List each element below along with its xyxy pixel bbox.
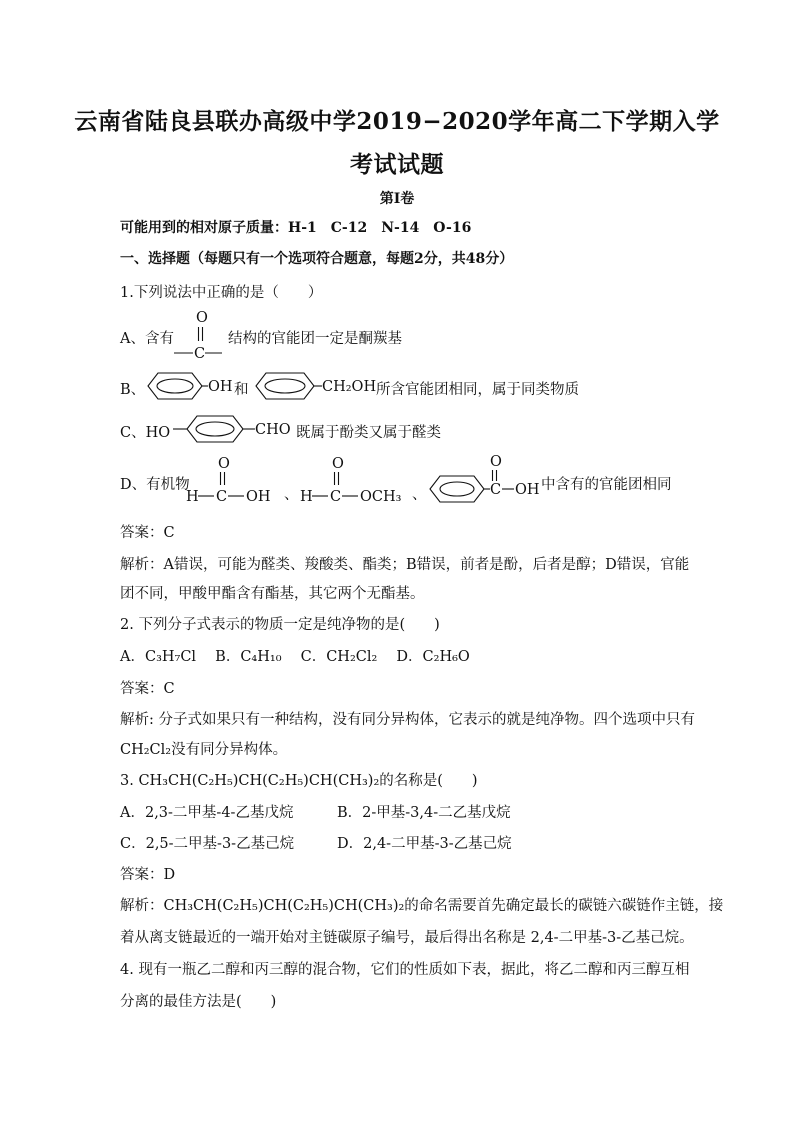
phenol-structure — [144, 370, 236, 402]
q1-answer: 答案：C — [120, 525, 175, 541]
q1-option-c-prefix: C、HO — [120, 425, 171, 441]
q4-stem-1: 4. 现有一瓶乙二醇和丙三醇的混合物，它们的性质如下表，据此，将乙二醇和丙三醇互相 — [120, 962, 690, 978]
o-label: O — [332, 456, 344, 472]
hydroxybenzaldehyde-structure — [173, 413, 297, 445]
formic-acid-structure — [186, 453, 278, 503]
o-label: O — [218, 456, 230, 472]
q1-analysis-2: 团不同，甲酸甲酯含有酯基，其它两个无酯基。 — [120, 586, 425, 602]
atomic-mass-line: 可能用到的相对原子质量：H-1 C-12 N-14 O-16 — [120, 220, 472, 236]
q3-analysis-1: 解析：CH₃CH(C₂H₅)CH(C₂H₅)CH(CH₃)₂的命名需要首先确定最长的碳链六碳链作主链，接 — [120, 898, 724, 914]
q3-option-d: D．2,4-二甲基-3-乙基己烷 — [337, 836, 512, 852]
c-label: C — [490, 482, 502, 498]
q1-option-d-text: 中含有的官能团相同 — [541, 477, 672, 493]
q3-answer: 答案：D — [120, 867, 176, 883]
och3-label: OCH₃ — [360, 489, 402, 503]
section-heading: 一、选择题（每题只有一个选项符合题意，每题2分，共48分） — [120, 251, 514, 267]
o-label: O — [490, 454, 502, 470]
q2-stem: 2. 下列分子式表示的物质一定是纯净物的是( ) — [120, 617, 440, 633]
q2-analysis-1: 解析: 分子式如果只有一种结构，没有同分异构体，它表示的就是纯净物。四个选项中只有 — [120, 712, 695, 728]
c-label: C — [330, 489, 342, 503]
methyl-formate-structure — [300, 453, 412, 503]
q2-answer: 答案：C — [120, 681, 175, 697]
q1-option-c-text: 既属于酚类又属于醛类 — [296, 425, 441, 441]
q3-option-c: C．2,5-二甲基-3-乙基己烷 — [120, 836, 295, 852]
q3-stem: 3. CH₃CH(C₂H₅)CH(C₂H₅)CH(CH₃)₂的名称是( ) — [120, 773, 478, 789]
hydroxyl-label: OH — [208, 379, 233, 395]
q1-option-d-prefix: D、有机物 — [120, 477, 190, 493]
q3-analysis-2: 着从离支链最近的一端开始对主链碳原子编号，最后得出名称是 2,4-二甲基-3-乙基己烷。 — [120, 930, 694, 946]
q1-stem: 1.下列说法中正确的是（ ） — [120, 285, 323, 301]
volume-label: 第Ⅰ卷 — [379, 191, 415, 207]
q1-analysis-1: 解析：A错误，可能为醛类、羧酸类、酯类；B错误，前者是酚，后者是醇；D错误，官能 — [120, 557, 690, 573]
carbon-label: C — [194, 346, 206, 362]
carbonyl-structure — [172, 306, 224, 362]
q2-options: A．C₃H₇Cl B．C₄H₁₀ C．CH₂Cl₂ D．C₂H₆O — [120, 649, 470, 665]
oxygen-label: O — [196, 310, 208, 326]
q1-option-a-text: 结构的官能团一定是酮羰基 — [228, 331, 402, 347]
c-label: C — [216, 489, 228, 503]
q3-option-b: B．2-甲基-3,4-二乙基戊烷 — [337, 805, 511, 821]
h-label: H — [300, 489, 313, 503]
oh-label: OH — [515, 482, 540, 498]
exam-title-line1: 云南省陆良县联办高级中学2019−2020学年高二下学期入学 — [74, 108, 720, 135]
q1-option-b-and: 和 — [234, 382, 249, 398]
exam-title-line2: 考试试题 — [350, 151, 444, 178]
q2-analysis-2: CH₂Cl₂没有同分异构体。 — [120, 742, 288, 758]
q1-option-d-sep1: 、 — [284, 487, 299, 503]
h-label: H — [186, 489, 199, 503]
ch2oh-label: CH₂OH — [322, 379, 377, 395]
benzoic-acid-structure — [428, 451, 540, 505]
benzyl-alcohol-structure — [252, 370, 382, 402]
oh-label: OH — [246, 489, 271, 503]
q4-stem-2: 分离的最佳方法是( ) — [120, 994, 277, 1010]
q1-option-a-prefix: A、含有 — [120, 331, 174, 347]
q1-option-b-text: 所含官能团相同，属于同类物质 — [376, 382, 579, 398]
q1-option-d-sep2: 、 — [412, 487, 427, 503]
q1-option-b-prefix: B、 — [120, 382, 146, 398]
aldehyde-label: CHO — [255, 422, 291, 438]
q3-option-a: A．2,3-二甲基-4-乙基戊烷 — [120, 805, 294, 821]
